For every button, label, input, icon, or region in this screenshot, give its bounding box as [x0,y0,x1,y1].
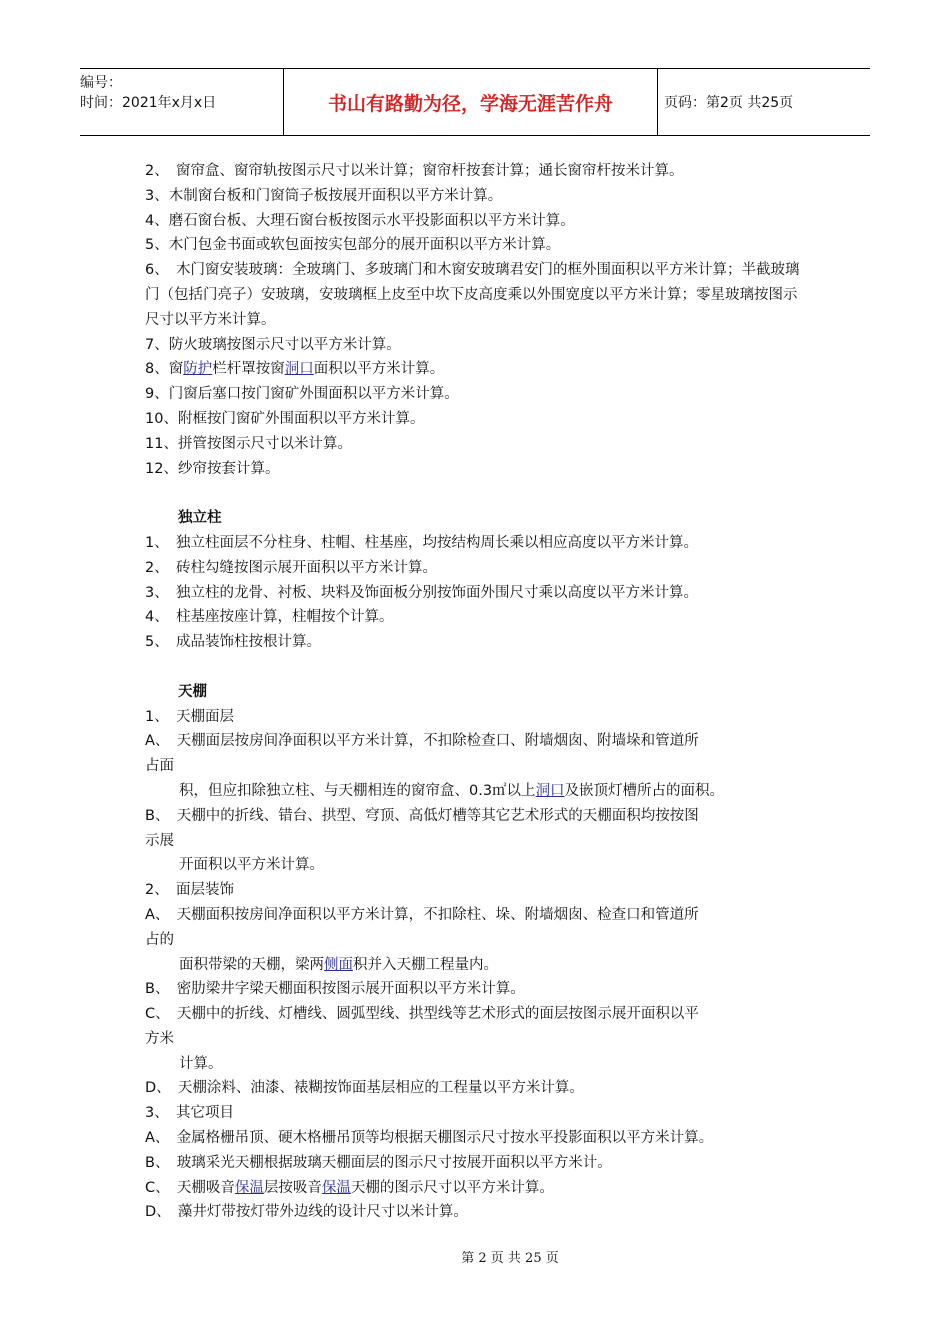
list-item: 计算。 [179,1055,223,1072]
list-item: 7、防火玻璃按图示尺寸以平方米计算。 [145,336,401,353]
list-item: 2、 窗帘盒、窗帘轨按图示尺寸以米计算；窗帘杆按套计算；通长窗帘杆按米计算。 [145,163,684,179]
list-item: 4、 柱基座按座计算，柱帽按个计算。 [145,609,394,626]
list-item: 10、附框按门窗矿外围面积以平方米计算。 [145,410,425,427]
list-item: B、 密肋梁井字梁天棚面积按图示展开面积以平方米计算。 [145,981,525,998]
list-item: 示展 [145,832,174,849]
link-dongkou[interactable]: 洞口 [284,361,314,378]
text-span: 层按吸音 [263,1179,322,1196]
list-item: 3、木制窗台板和门窗筒子板按展开面积以平方米计算。 [145,187,503,204]
spacer [145,481,810,506]
list-item: 1、 天棚面层 [145,708,234,725]
list-item: 2、 砖柱勾缝按图示展开面积以平方米计算。 [145,559,437,576]
list-item: 1、 独立柱面层不分柱身、柱帽、柱基座，均按结构周长乘以相应高度以平方米计算。 [145,534,698,551]
text-span: 面积以平方米计算。 [313,361,445,378]
list-item: 3、 其它项目 [145,1105,234,1122]
text-span: 栏杆罩按窗 [212,361,285,378]
page-footer: 第 2 页 共 25 页 [461,1251,559,1266]
list-item [145,357,810,382]
link-fanghu[interactable]: 防护 [183,361,213,378]
list-item: 2、 面层装饰 [145,882,234,899]
page-header [80,68,870,136]
list-item: 9、门窗后塞口按门窗矿外围面积以平方米计算。 [145,386,459,403]
link-baowen[interactable]: 保温 [234,1179,264,1196]
time-label: 时间：2021年x月x日 [80,95,217,111]
motto: 书山有路勤为径，学海无涯苦作舟 [283,69,658,135]
list-item: 占面 [145,758,174,775]
section-title: 独立柱 [178,510,222,527]
link-baowen[interactable]: 保温 [321,1179,351,1196]
list-item: 11、拼管按图示尺寸以米计算。 [145,435,352,452]
list-item: 5、木门包金书面或软包面按实包部分的展开面积以平方米计算。 [145,237,561,254]
text-span: 及嵌顶灯槽所占的面积。 [564,782,725,799]
list-item: D、 天棚涂料、油漆、裱糊按饰面基层相应的工程量以平方米计算。 [145,1080,584,1097]
text-span: 积并入天棚工程量内。 [353,956,498,973]
header-left-cell [80,69,283,135]
list-item: A、 金属格栅吊顶、硬木格栅吊顶等均根据天棚图示尺寸按水平投影面积以平方米计算。 [145,1130,714,1147]
list-item: B、 玻璃采光天棚根据玻璃天棚面层的图示尺寸按展开面积以平方米计。 [145,1154,612,1171]
text-span: 积，但应扣除独立柱、与天棚相连的窗帘盒、0.3㎡以上 [179,782,536,799]
list-item: 占的 [145,931,174,948]
spacer [145,655,810,680]
list-item [145,953,810,978]
link-dongkou[interactable]: 洞口 [535,782,565,799]
list-item: 3、 独立柱的龙骨、衬板、块料及饰面板分别按饰面外围尺寸乘以高度以平方米计算。 [145,584,698,601]
list-item: 12、纱帘按套计算。 [145,460,280,477]
list-item: A、 天棚面层按房间净面积以平方米计算，不扣除检查口、附墙烟囱、附墙垛和管道所 [145,733,699,750]
list-item: 方米 [145,1030,174,1047]
text-span: 面积带梁的天棚，梁两 [179,956,324,973]
list-item: 5、 成品装饰柱按根计算。 [145,634,321,651]
text-span: C、 天棚吸音 [145,1179,235,1196]
list-item: D、 藻井灯带按灯带外边线的设计尺寸以米计算。 [145,1204,468,1221]
list-item: 4、磨石窗台板、大理石窗台板按图示水平投影面积以平方米计算。 [145,212,575,229]
list-item: B、 天棚中的折线、错台、拱型、穹顶、高低灯槽等其它艺术形式的天棚面积均按按图 [145,807,699,824]
list-item: A、 天棚面积按房间净面积以平方米计算，不扣除柱、垛、附墙烟囱、检查口和管道所 [145,906,699,923]
list-item: 6、 木门窗安装玻璃：全玻璃门、多玻璃门和木窗安玻璃君安门的框外围面积以平方米计算；半截玻璃门（包括门亮子）安玻璃，安玻璃框上皮至中坎下皮高度乘以外围宽度以平方米计算；零星玻璃按图示尺寸以平方米计算。 [145,262,800,328]
link-cemian[interactable]: 侧面 [324,956,353,973]
text-span: 8、窗 [145,361,184,378]
list-item [145,1176,810,1201]
number-label: 编号： [80,75,122,91]
list-item: 开面积以平方米计算。 [179,857,324,874]
list-item [145,779,810,804]
document-body [145,159,810,1225]
list-item: C、 天棚中的折线、灯槽线、圆弧型线、拱型线等艺术形式的面层按图示展开面积以平 [145,1006,699,1023]
section-title: 天棚 [178,683,207,700]
text-span: 天棚的图示尺寸以平方米计算。 [350,1179,554,1196]
page-info: 页码：第2页 共25页 [664,95,794,111]
